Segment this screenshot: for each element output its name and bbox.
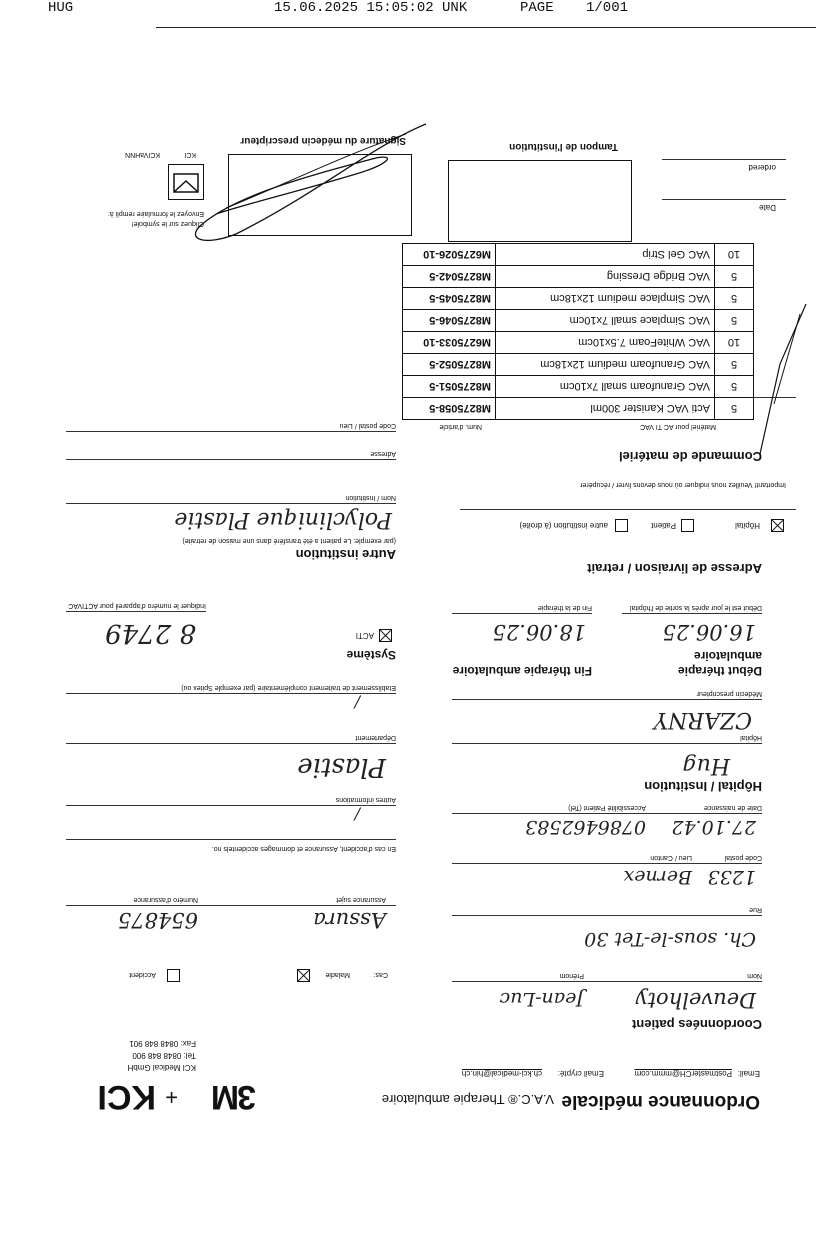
material-article: M8275046-5 xyxy=(403,310,496,332)
rue-line xyxy=(452,915,762,916)
brand-logo xyxy=(66,1076,256,1116)
company-fax: Fax: 0848 848 901 xyxy=(129,1039,196,1048)
patient-option-checkbox[interactable] xyxy=(681,519,694,532)
numero-assurance-value: 654875 xyxy=(117,908,198,932)
medecin-value: CZARNY xyxy=(653,707,752,732)
material-name: VAC Granufoam small 7x10cm xyxy=(496,376,715,398)
autre-institution-heading: Autre institution xyxy=(295,547,396,562)
material-article: M8275052-5 xyxy=(403,354,496,376)
material-article: M6275026-10 xyxy=(403,244,496,266)
kci-label: KCI xyxy=(184,151,196,158)
code-postal-lieu-line xyxy=(66,431,396,432)
ordered-line xyxy=(662,159,786,160)
material-row xyxy=(403,332,754,354)
autre-option-checkbox[interactable] xyxy=(615,519,628,532)
patient-rue-label: Rue xyxy=(749,906,762,913)
acti-label: ACTI xyxy=(355,631,374,640)
device-value: 8 2749 xyxy=(105,618,196,648)
fin-label: Fin thérapie ambulatoire xyxy=(452,664,592,678)
departement-label: Département xyxy=(355,734,396,741)
fax-page-label: PAGE xyxy=(520,0,554,16)
materiel-heading: Commande de matériel xyxy=(618,449,762,464)
livraison-line xyxy=(460,509,796,510)
medecin-line xyxy=(452,699,762,700)
adresse-label: Adresse xyxy=(370,450,396,457)
patient-lieu-value: Bernex xyxy=(623,866,692,888)
material-name: VAC Bridge Dressing xyxy=(496,266,715,288)
material-qty: 5 xyxy=(715,398,754,420)
patient-heading: Coordonnées patient xyxy=(631,1017,762,1032)
hopital-heading: Hôpital / Institution xyxy=(644,779,762,794)
material-name: Acti VAC Kanister 300ml xyxy=(496,398,715,420)
fin-value: 18.06.25 xyxy=(492,620,586,644)
patient-accessibilite-label: Accessibilité Patient (Tel) xyxy=(568,804,646,811)
adresse-line xyxy=(66,459,396,460)
hopital-option-label: Hôpital xyxy=(735,521,760,530)
accident-label: Accident xyxy=(129,971,156,978)
patient-option-label: Patient xyxy=(651,521,676,530)
etablissement-line xyxy=(66,693,396,694)
acti-checkbox[interactable] xyxy=(379,629,392,642)
material-note: Important! Veuillez nous indiquer où nous devons livrer / récupérer xyxy=(580,481,786,488)
material-name: VAC Simplace medium 12x18cm xyxy=(496,288,715,310)
logo-plus: + xyxy=(165,1085,178,1110)
date-label: Date xyxy=(759,203,776,212)
debut-label: Début thérapie ambulatoire xyxy=(677,649,762,678)
patient-nom-value: Deuvelhoty xyxy=(635,988,756,1012)
material-article: M8275058-5 xyxy=(403,398,496,420)
autre-option-label: autre institution (à droite) xyxy=(519,521,608,530)
debut-sub: Début est le jour après la sortie de l'hôpital xyxy=(629,604,762,611)
autres-infos-value: / xyxy=(354,805,360,824)
ordered-label: ordered xyxy=(748,163,776,172)
patient-accessibilite-value: 0786462583 xyxy=(525,816,646,838)
autre-institution-sub: (par exemple: Le patient a été transféré dans une maison de retraite) xyxy=(182,537,396,544)
departement-value: Plastie xyxy=(297,752,386,782)
debut-line xyxy=(622,613,762,614)
company-tel: Tel: 0848 848 900 xyxy=(132,1051,196,1060)
instruction-text: Cliquez sur le symbole! Envoyez le formulaire rempli à: xyxy=(107,210,204,227)
assurance-value: Assura xyxy=(313,908,386,932)
material-qty: 5 xyxy=(715,310,754,332)
hopital-label: Hôpital xyxy=(740,734,762,741)
tampon-label: Tampon de l'institution xyxy=(509,141,618,152)
code-postal-lieu-label: Code postal / Lieu xyxy=(339,422,396,429)
material-article: M8275042-5 xyxy=(403,266,496,288)
livraison-heading: Adresse de livraison / retrait xyxy=(587,561,762,576)
fax-datetime: 15.06.2025 15:05:02 UNK xyxy=(274,0,468,16)
medecin-label: Médecin prescripteur xyxy=(696,690,762,697)
form-brand: V.A.C.® Therapie ambulatoire xyxy=(381,1092,554,1107)
signature-scribble-icon xyxy=(176,104,436,254)
col-article: Num. d'article xyxy=(439,423,482,430)
material-table xyxy=(402,243,754,420)
date-line xyxy=(662,199,786,200)
patient-prenom-value: Jean-Luc xyxy=(499,988,584,1010)
material-article: M8275051-5 xyxy=(403,376,496,398)
etablissement-value: / xyxy=(354,693,360,712)
tampon-box[interactable] xyxy=(448,160,632,242)
patient-code-postal-value: 1233 xyxy=(707,866,756,888)
autres-infos-line xyxy=(66,805,396,806)
material-row xyxy=(403,266,754,288)
material-qty: 10 xyxy=(715,244,754,266)
maladie-checkbox[interactable] xyxy=(297,969,310,982)
email-crypt-label: Email crypté: xyxy=(557,1069,604,1078)
assurance-label: Assurance sujet xyxy=(336,896,386,903)
company-name: KCI Medical GmbH xyxy=(127,1063,196,1072)
material-qty: 5 xyxy=(715,288,754,310)
material-row xyxy=(403,310,754,332)
email-value[interactable]: PostmasterCH@mmm.com xyxy=(634,1069,732,1078)
material-qty: 10 xyxy=(715,332,754,354)
device-label: Indiquer le numéro d'appareil pour ACTIVAC xyxy=(68,602,206,609)
fin-sub: Fin de la thérapie xyxy=(537,604,592,611)
patient-cas-label: Cas: xyxy=(373,971,388,978)
material-row xyxy=(403,354,754,376)
patient-rue-value: Ch. sous-le-Tet 30 xyxy=(584,928,756,950)
patient-prenom-label: Prénom xyxy=(559,972,584,979)
material-qty: 5 xyxy=(715,354,754,376)
logo-kci: KCI xyxy=(97,1078,156,1116)
form-title: Ordonnance médicale xyxy=(561,1091,760,1112)
material-row xyxy=(403,288,754,310)
material-article: M8275045-5 xyxy=(403,288,496,310)
material-name: VAC WhiteFoam 7.5x10cm xyxy=(496,332,715,354)
patient-code-postal-label: Code postal xyxy=(724,854,762,861)
email-label: Email: xyxy=(737,1069,760,1078)
material-row xyxy=(403,376,754,398)
nom-institution-value: Polyclinique Plastie xyxy=(174,507,392,532)
nom-line xyxy=(452,981,762,982)
device-line xyxy=(66,611,206,612)
code-postal-line xyxy=(452,863,762,864)
nom-institution-label: Nom / Institution xyxy=(345,494,396,501)
kci-code: KCIVaHNN xyxy=(125,151,160,158)
col-description: Matériel pour AC TI VAC xyxy=(640,423,716,430)
etablissement-label: Etablissement de traitement complémentaire (par exemple Spitex ou) xyxy=(181,684,396,691)
signature-label: Signature du médecin prescripteur xyxy=(240,135,406,146)
patient-date-naissance-label: Date de naissance xyxy=(704,804,762,811)
fax-sender: HUG xyxy=(48,0,74,16)
systeme-heading: Système xyxy=(346,648,396,662)
material-row xyxy=(403,398,754,420)
accident-note: En cas d'accident, Assurance et dommages accidentels no. xyxy=(211,845,396,852)
email-crypt-value[interactable]: ch.kci-medical@hin.ch xyxy=(461,1069,542,1078)
material-name: VAC Gel Strip xyxy=(496,244,715,266)
material-qty: 5 xyxy=(715,376,754,398)
maladie-label: Maladie xyxy=(325,971,350,978)
patient-lieu-label: Lieu / Canton xyxy=(650,854,692,861)
checkmark-stroke-icon xyxy=(750,294,810,464)
hopital-line xyxy=(452,743,762,744)
accident-note-line xyxy=(66,839,396,840)
numero-assurance-label: Numéro d'assurance xyxy=(133,896,198,903)
patient-nom-label: Nom xyxy=(747,972,762,979)
hopital-value: Hug xyxy=(682,753,730,778)
naissance-line xyxy=(452,813,762,814)
assurance-line xyxy=(66,905,396,906)
patient-date-naissance-value: 27.10.42 xyxy=(671,816,756,838)
fax-page-number: 1/001 xyxy=(586,0,629,16)
material-row xyxy=(403,244,754,266)
material-name: VAC Granufoam medium 12x18cm xyxy=(496,354,715,376)
autres-infos-label: Autres informations xyxy=(335,796,396,803)
material-article: M6275033-10 xyxy=(403,332,496,354)
nom-institution-line xyxy=(66,503,396,504)
debut-value: 16.06.25 xyxy=(662,620,756,644)
hopital-option-checkbox[interactable] xyxy=(771,519,784,532)
material-qty: 5 xyxy=(715,266,754,288)
departement-line xyxy=(66,743,396,744)
fin-line xyxy=(452,613,592,614)
logo-3m: 3M xyxy=(212,1078,256,1116)
accident-checkbox[interactable] xyxy=(167,969,180,982)
material-name: VAC Simplace small 7x10cm xyxy=(496,310,715,332)
bottom-rule xyxy=(156,27,816,28)
